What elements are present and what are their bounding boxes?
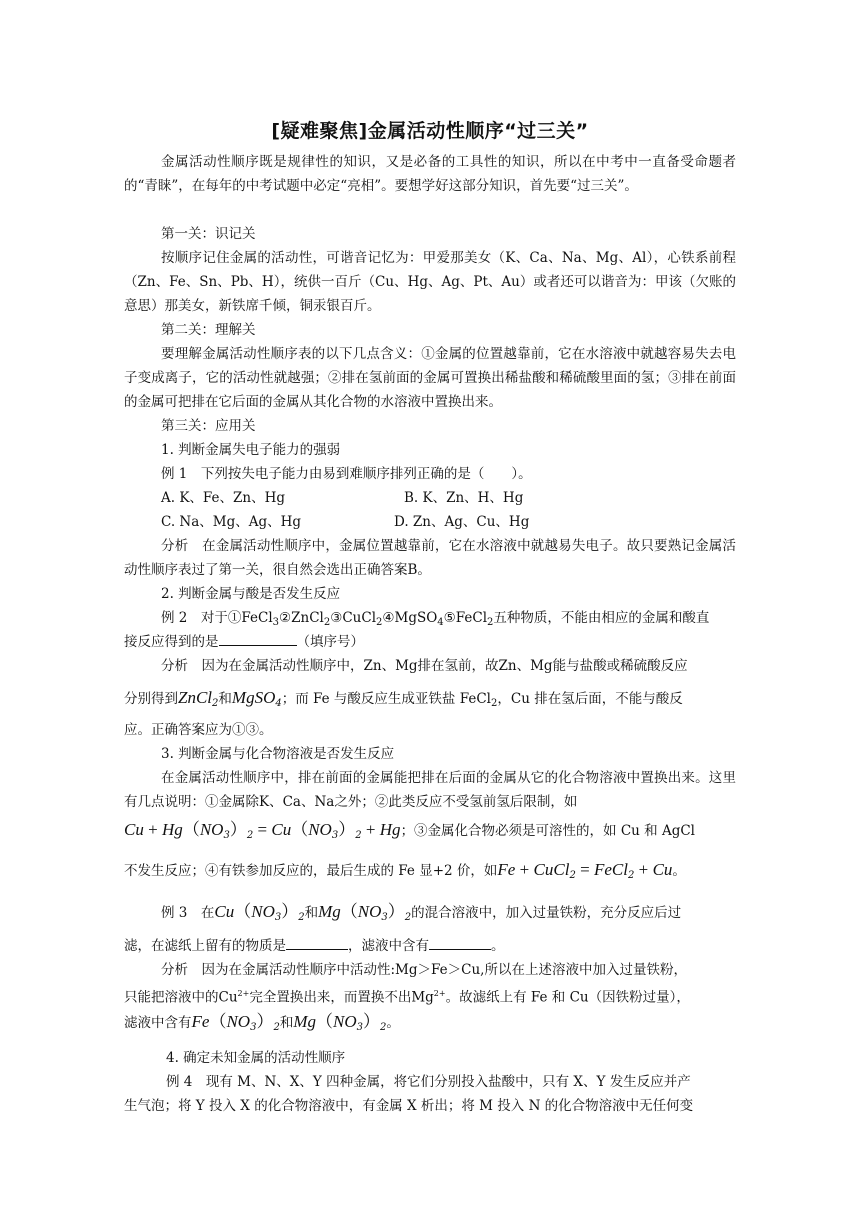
pass2-body: 要理解金属活动性顺序表的以下几点含义：①金属的位置越靠前，它在水溶液中就越容易失去电子变成离子，它的活动性就越强；②排在氢前面的金属可置换出稀盐酸和稀硫酸里面的氢；③排在前面的金属可把排在它后面的金属从其化合物的水溶液中置换出来。 (124, 346, 736, 410)
example1-analysis: 分析 在金属活动性顺序中，金属位置越靠前，它在水溶液中就越易失电子。故只要熟记金属活动性顺序表过了第一关，很自然会选出正确答案B。 (124, 538, 736, 578)
example2-question-line1: 例 2 对于①FeCl$_3$②ZnCl$_2$③CuCl$_2$④MgSO$_4$⑤FeCl$_2$五种物质，不能由相应的金属和酸直 (161, 610, 710, 628)
example3-analysis-line3: 滤液中含有$Fe(NO_3)_2$和$Mg(NO_3)_2$。 (124, 1012, 400, 1033)
example3-line2: 滤，在滤纸上留有的物质是 ，滤液中含有 。 (124, 934, 505, 958)
pass2-heading: 第二关：理解关 (161, 322, 256, 338)
example1-option-b: B. K、Zn、H、Hg (404, 490, 524, 506)
example1-option-a: A. K、Fe、Zn、Hg (161, 490, 286, 506)
example1-question: 例 1 下列按失电子能力由易到难顺序排列正确的是（ ）。 (161, 466, 532, 482)
example1-option-d: D. Zn、Ag、Cu、Hg (394, 514, 530, 530)
section1-heading: 1. 判断金属失电子能力的强弱 (161, 442, 341, 458)
section3-equation-line: $Cu + Hg(NO_3)_2 = Cu(NO_3)_2 + Hg$；③金属化合物必须是可溶性的，如 Cu 和 AgCl (124, 820, 695, 841)
section4-heading: 4. 确定未知金属的活动性顺序 (166, 1050, 346, 1066)
pass3-heading: 第三关：应用关 (161, 418, 256, 434)
section3-line5: 不发生反应；④有铁参加反应的，最后生成的 Fe 显+2 价，如Fe + CuCl$_2$ = FeCl$_2$ + Cu。 (124, 860, 686, 881)
pass1-body: 按顺序记住金属的活动性，可谐音记忆为：甲爱那美女（K、Ca、Na、Mg、Al），心铁系前程（Zn、Fe、Sn、Pb、H），统供一百斤（Cu、Hg、Ag、Pt、Au）或者还可以谐音为：甲该（欠账的意思）那美女，新铁席千倾，铜汞银百斤。 (124, 250, 736, 314)
example4-line1: 例 4 现有 M、N、X、Y 四种金属，将它们分别投入盐酸中，只有 X、Y 发生反应并产 (166, 1074, 691, 1090)
section2-heading: 2. 判断金属与酸是否发生反应 (161, 586, 341, 602)
example2-analysis-line3: 应。正确答案应为①③。 (124, 722, 273, 738)
section3-body: 在金属活动性顺序中，排在前面的金属能把排在后面的金属从它的化合物溶液中置换出来。这里有几点说明：①金属除K、Ca、Na之外；②此类反应不受氢前氢后限制，如 (124, 770, 736, 810)
answer-blank (429, 935, 491, 950)
pass1-heading: 第一关：识记关 (161, 226, 256, 242)
example3-analysis-line1: 分析 因为在金属活动性顺序中活动性:Mg＞Fe＞Cu,所以在上述溶液中加入过量铁粉， (161, 962, 687, 978)
example2-analysis-line1: 分析 因为在金属活动性顺序中，Zn、Mg排在氢前，故Zn、Mg能与盐酸或稀硫酸反应 (161, 658, 688, 674)
example2-analysis-line2: 分别得到ZnCl$_2$和MgSO$_4$；而 Fe 与酸反应生成亚铁盐 FeCl$_2$，Cu 排在氢后面，不能与酸反 (124, 688, 683, 709)
example2-question-line2: 接反应得到的是 （填序号） (124, 630, 364, 654)
section3-heading: 3. 判断金属与化合物溶液是否发生反应 (161, 746, 395, 762)
example3-analysis-line2: 只能把溶液中的$Cu^{2+}$完全置换出来，而置换不出$Mg^{2+}$。故滤纸上有 Fe 和 Cu（因铁粉过量）， (124, 989, 690, 1006)
example4-line2: 生气泡；将 Y 投入 X 的化合物溶液中，有金属 X 析出；将 M 投入 N 的化合物溶液中无任何变 (124, 1098, 694, 1114)
example1-option-c: C. Na、Mg、Ag、Hg (161, 514, 302, 530)
intro-paragraph: 金属活动性顺序既是规律性的知识，又是必备的工具性的知识，所以在中考中一直备受命题者的“青睐”，在每年的中考试题中必定“亮相”。要想学好这部分知识，首先要“过三关”。 (124, 154, 736, 194)
answer-blank (219, 631, 297, 646)
example3-line1: 例 3 在$Cu(NO_3)_2$和$Mg(NO_3)_2$的混合溶液中，加入过量铁粉，充分反应后过 (161, 902, 682, 923)
page-title: [疑难聚焦]金属活动性顺序“过三关” (271, 120, 589, 142)
answer-blank (286, 935, 348, 950)
